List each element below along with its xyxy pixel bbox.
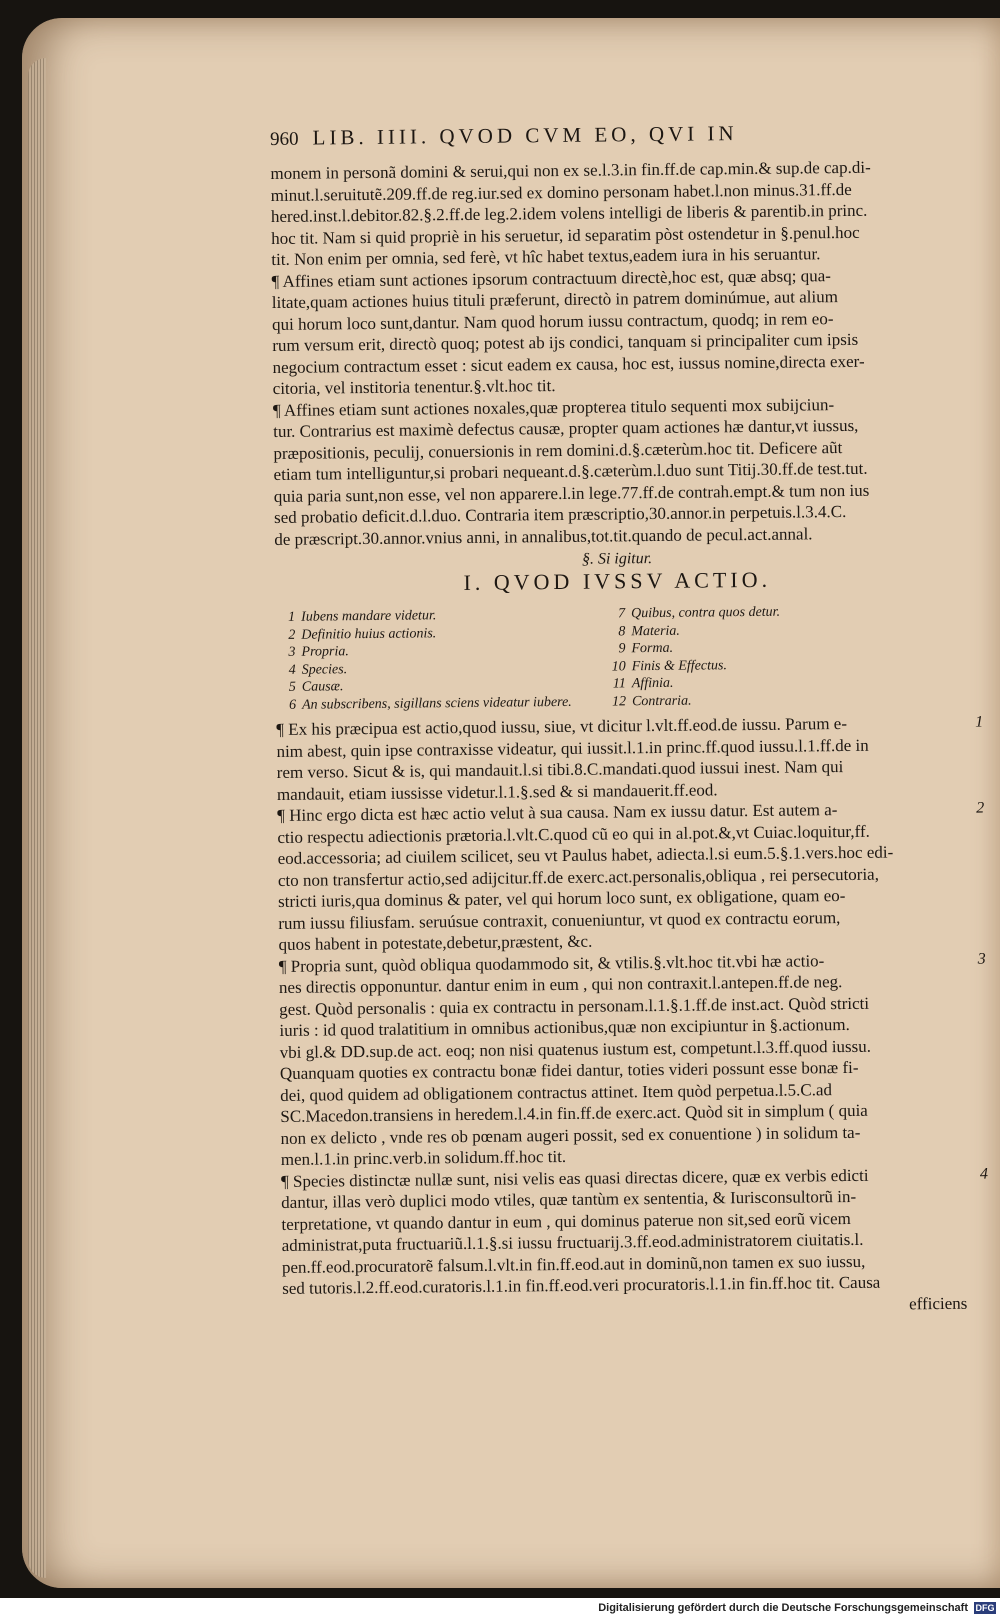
summary-item: [276, 693, 606, 714]
summary-item-number: 2: [288, 627, 296, 643]
summary-item-text: Finis & Effectus.: [631, 657, 727, 674]
summary-item-number: 1: [288, 609, 296, 625]
text-line: vbi gl.& DD.sup.de act. eoq; non nisi quatenus iustum est, competunt.l.3.ff.quod iussu.: [279, 1036, 872, 1062]
margin-number: 3: [977, 950, 986, 968]
text-line: sed tutoris.l.2.ff.eod.curatoris.l.1.in fin.ff.eod.veri procuratoris.l.1.in fin.ff.hoc tit. Causa: [282, 1272, 881, 1298]
margin-number: 1: [975, 713, 984, 731]
summary-right-column: [605, 602, 936, 710]
bottom-paragraphs: [276, 713, 989, 1301]
running-head: LIB. IIII. QVOD CVM EO, QVI IN: [312, 121, 738, 150]
text-line: dantur, illas verò duplici modo vtiles, quæ tantùm ex sententia, & Iurisconsultorũ in-: [281, 1186, 857, 1212]
text-line: terpretatione, vt quando dantur in eum , qui dominus paterue non sit,sed eorũ vicem: [281, 1208, 851, 1234]
text-line: gest. Quòd personalis : quia ex contractu in personam.l.1.§.1.ff.de inst.act. Quòd stricti: [279, 993, 870, 1019]
text-line: stricti iuris,qua dominus & pater, vel qui horum loco sunt, ex obligatione, quam eo-: [278, 886, 846, 911]
text-line: men.l.1.in princ.verb.in solidum.ff.hoc tit.: [280, 1146, 567, 1169]
text-line: tur. Contrarius est maximè defectus causæ, propter quam actiones hæ dantur,vt iussus,: [273, 415, 859, 441]
text-line: sed probatio deficit.d.l.duo. Contraria item præscriptio,30.annor.in perpetuis.l.3.4.C.: [273, 501, 847, 527]
margin-number: 4: [979, 1165, 989, 1183]
text-line: ¶ Affines etiam sunt actiones ipsorum contractuum directè,hoc est, quæ absq; qua-: [271, 265, 831, 291]
text-line: SC.Macedon.transiens in heredem.l.4.in fin.ff.de exerc.act. Quòd sit in simplum ( quia: [280, 1100, 868, 1126]
text-line: rum versum erit, directò quoq; potest ab ijs condici, tanquam si principaliter cum ipsis: [272, 329, 859, 355]
text-line: rem verso. Sicut & is, qui mandauit.l.si tibi.8.C.mandati.quod iussui inest. Nam qui: [276, 757, 844, 782]
text-line: quia paria sunt,non esse, vel non apparere.l.in lege.77.ff.de contrah.empt.& tum non ius: [273, 480, 870, 506]
summary-item-text: Iubens mandare videtur.: [301, 608, 437, 625]
page-text: [270, 121, 989, 1322]
paragraph: [276, 713, 984, 806]
section-heading: §. Si igitur.: [581, 550, 653, 568]
dfg-logo: DFG: [975, 1602, 995, 1613]
text-line: nes directis opponuntur. dantur enim in eum , qui non contraxit.l.antepen.ff.de neg.: [278, 972, 843, 997]
text-line: præpositionis, peculij, conuersionis in rem domini.d.§.cæterùm.hoc tit. Deficere aũt: [273, 437, 843, 463]
summary-item-number: 12: [611, 693, 627, 709]
text-line: mandauit, etiam iussisse videtur.l.1.§.sed & si mandauerit.ff.eod.: [276, 779, 718, 804]
summary-item-text: Propria.: [301, 644, 349, 660]
summary-item-number: 4: [288, 662, 296, 678]
paragraph: [280, 1164, 989, 1300]
text-line: tit. Non enim per omnia, sed ferè, vt hîc habet textus,eadem iura in his seruantur.: [271, 244, 821, 269]
summary-item-text: Quibus, contra quos detur.: [631, 604, 781, 622]
summary-item-number: 7: [618, 606, 626, 622]
text-line: eod.accessoria; ad ciuilem scilicet, seu vt Paulus habet, adiecta.l.si eum.5.§.1.vers.hoc edi-: [277, 842, 894, 868]
summary-item-number: 10: [611, 658, 626, 674]
text-line: hoc tit. Nam si quid propriè in his seruetur, id separatim pòst ostendetur in §.penul.hoc: [271, 222, 860, 248]
summary-item-number: 3: [288, 644, 296, 660]
text-line: non ex delicto , vnde res ob pœnam augeri possit, sed ex conuentione ) in solidum ta-: [280, 1122, 861, 1148]
text-line: ctio respectu adiectionis prætoria.l.vlt.C.quod cũ eo qui in al.pot.&,vt Cuiac.loquitur,ff.: [277, 821, 870, 847]
text-line: ¶ Species distinctæ nullæ sunt, nisi velis eas quasi directas dicere, quæ ex verbis edicti: [280, 1165, 869, 1191]
text-line: hered.inst.l.debitor.82.§.2.ff.de leg.2.idem volens intelligi de liberis & parentib.in princ.: [270, 200, 868, 226]
text-line: de præscript.30.annor.vnius anni, in annalibus,tot.tit.quando de pecul.act.annal.: [274, 523, 813, 549]
paragraph: [277, 799, 985, 957]
summary-item-text: Forma.: [631, 640, 674, 657]
text-line: monem in personã domini & serui,qui non ex se.l.3.in fin.ff.de cap.min.& sup.de cap.di-: [270, 157, 871, 183]
chapter-summary: [275, 602, 961, 714]
text-line: minut.l.seruitutẽ.209.ff.de reg.iur.sed ex domino personam habet.l.non minus.31.ff.de: [270, 179, 852, 205]
text-line: ¶ Affines etiam sunt actiones noxales,quæ propterea titulo sequenti mox subijciun-: [272, 394, 835, 420]
text-line: pen.ff.eod.procuratorẽ falsum.l.vlt.in fin.ff.eod.aut in dominũ,non tamen ex suo iussu,: [281, 1251, 866, 1277]
funding-notice: Digitalisierung gefördert durch die Deutsche Forschungsgemeinschaft: [598, 1601, 968, 1614]
text-line: Quanquam quoties ex contractu bonæ fidei dantur, toties videri possunt esse bonæ fi-: [279, 1057, 859, 1083]
text-line: qui horum loco sunt,dantur. Nam quod horum iussu contractum, quodq; in rem eo-: [271, 308, 834, 334]
text-line: quos habent in potestate,debetur,præstent, &c.: [278, 931, 593, 954]
text-line: ¶ Ex his præcipua est actio,quod iussu, siue, vt dicitur l.vlt.ff.eod.de iussu. Parum e-: [276, 713, 848, 739]
summary-item-text: Affinia.: [631, 675, 674, 692]
paragraph: [278, 949, 986, 1171]
text-line: iuris : id quod tralatitium in omnibus actionibus,quæ non excipiuntur in §.actionum.: [279, 1014, 850, 1040]
text-line: administrat,puta fructuariũ.l.1.§.si iussu fructuarij.3.ff.eod.administratorem ciuitatis.l.: [281, 1229, 864, 1255]
summary-item-text: Contraria.: [631, 693, 692, 709]
summary-item-text: Materia.: [631, 623, 680, 639]
text-line: rum iussu filiusfam. seruúsue contraxit, conueniuntur, vt quod ex contractu eorum,: [278, 907, 841, 933]
summary-item-text: Definitio huius actionis.: [301, 625, 437, 643]
text-line: citoria, vel institoria tenentur.§.vlt.hoc tit.: [272, 376, 556, 398]
text-line: ¶ Propria sunt, quòd obliqua quodammodo sit, & vtilis.§.vlt.hoc tit.vbi hæ actio-: [278, 950, 825, 976]
page-edges: [28, 58, 46, 1578]
summary-item: [606, 690, 936, 711]
page-number: 960: [270, 128, 299, 150]
text-line: ¶ Hinc ergo dicta est hæc actio velut à sua causa. Nam ex iussu datur. Est autem a-: [277, 800, 838, 825]
summary-item-number: 11: [612, 676, 626, 692]
paragraph: [270, 157, 956, 272]
margin-number: 2: [976, 799, 985, 817]
text-line: litate,quam actiones huius tituli præferunt, directò in patrem dominúmue, aut alium: [271, 287, 838, 312]
summary-item-text: Causæ.: [301, 679, 344, 695]
paragraph: [273, 393, 960, 551]
summary-item-number: 8: [618, 623, 626, 639]
summary-item-text: An subscribens, sigillans sciens videatur iubere.: [301, 694, 572, 713]
summary-item-text: Species.: [301, 661, 348, 678]
chapter-title: I. QVOD IVSSV ACTIO.: [463, 566, 772, 595]
paragraph: [272, 264, 958, 400]
catchword: efficiens: [909, 1293, 968, 1313]
summary-left-column: [275, 606, 606, 714]
summary-item-number: 5: [288, 679, 296, 695]
text-line: cto non transfertur actio,sed adijcitur.ff.de exerc.act.personalis,obliqua , rei persecutoria,: [277, 864, 880, 890]
footer-banner: [0, 1598, 1000, 1617]
text-line: negocium contractum esset : sicut eadem ex causa, hoc est, iussus nomine,directa exer-: [272, 351, 865, 377]
text-line: etiam tum intelliguntur,si probari nequeant.d.§.cæterùm.l.duo sunt Titij.30.ff.de test.tut.: [273, 458, 868, 484]
text-line: dei, quod quidem ad obligationem contractus attinet. Item quòd perpetua.l.5.C.ad: [280, 1079, 833, 1105]
top-paragraphs: [270, 157, 959, 551]
text-line: nim abest, quin ipse contraxisse videatur, qui iussit.l.1.in princ.ff.quod iussu.l.1.ff.de in: [276, 735, 869, 761]
summary-item-number: 6: [288, 697, 297, 713]
summary-item-number: 9: [618, 641, 626, 657]
